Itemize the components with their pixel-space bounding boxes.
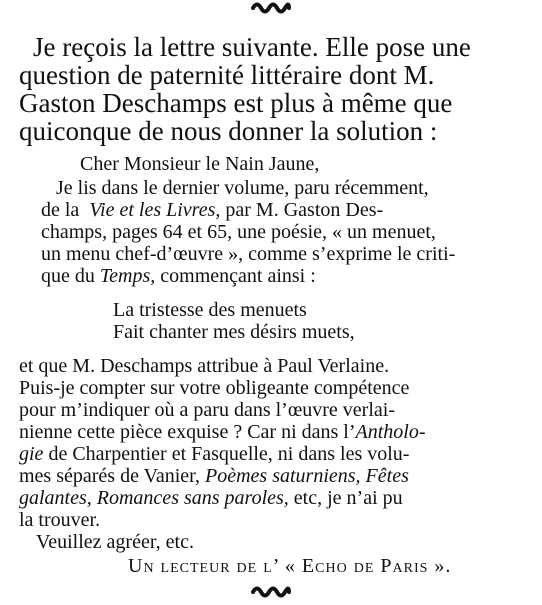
- intro-line-3: Gaston Deschamps est plus à même que: [19, 88, 453, 118]
- letter-para2-line-3: pour m’indiquer où a paru dans l’œuvre verlai-: [19, 399, 395, 421]
- intro-line-1: Je reçois la lettre suivante. Elle pose une: [33, 32, 471, 62]
- newspaper-title-temps: Temps,: [99, 265, 156, 287]
- letter-para1-line-3: champs, pages 64 et 65, une poésie, « un menuet,: [41, 221, 436, 243]
- book-titles-verlaine: Poèmes saturniens, Fêtes: [205, 465, 409, 487]
- poem-line-1: La tristesse des menuets: [113, 299, 307, 321]
- letter-para2-line-8: la trouver.: [19, 509, 101, 531]
- salutation: Cher Monsieur le Nain Jaune,: [80, 153, 320, 175]
- ornament-bottom: [0, 586, 542, 598]
- letter-para1-line-1: Je lis dans le dernier volume, paru récemment,: [56, 177, 429, 199]
- letter-para1-line-4: un menu chef-d’œuvre », comme s’exprime le criti-: [41, 243, 456, 265]
- intro-line-4: quiconque de nous donner la solution :: [19, 116, 438, 146]
- letter-para2-line-6: mes séparés de Vanier, Poèmes saturniens, Fêtes: [19, 465, 409, 487]
- book-title-vie-et-les-livres: Vie et les Livres,: [89, 199, 221, 221]
- closing: Veuillez agréer, etc.: [36, 531, 194, 553]
- letter-para2-line-2: Puis-je compter sur votre obligeante compétence: [19, 377, 410, 399]
- signature: Un lecteur de l’ « Echo de Paris ».: [128, 555, 452, 577]
- intro-line-2: question de paternité littéraire dont M.: [19, 60, 435, 90]
- poem-line-2: Fait chanter mes désirs muets,: [113, 321, 355, 343]
- letter-para2-line-5: gie de Charpentier et Fasquelle, ni dans les volu-: [19, 443, 410, 465]
- letter-para1-line-2: de la Vie et les Livres, par M. Gaston Des-: [41, 199, 384, 221]
- book-title-anthologie: Antholo-: [355, 421, 426, 443]
- letter-para2-line-1: et que M. Deschamps attribue à Paul Verlaine.: [19, 355, 390, 377]
- letter-para1-line-5: que du Temps, commençant ainsi :: [41, 265, 316, 287]
- ornament-top: [0, 2, 542, 14]
- letter-para2-line-4: nienne cette pièce exquise ? Car ni dans l’Antholo-: [19, 421, 426, 443]
- letter-para2-line-7: galantes, Romances sans paroles, etc, je n’ai pu: [19, 487, 403, 509]
